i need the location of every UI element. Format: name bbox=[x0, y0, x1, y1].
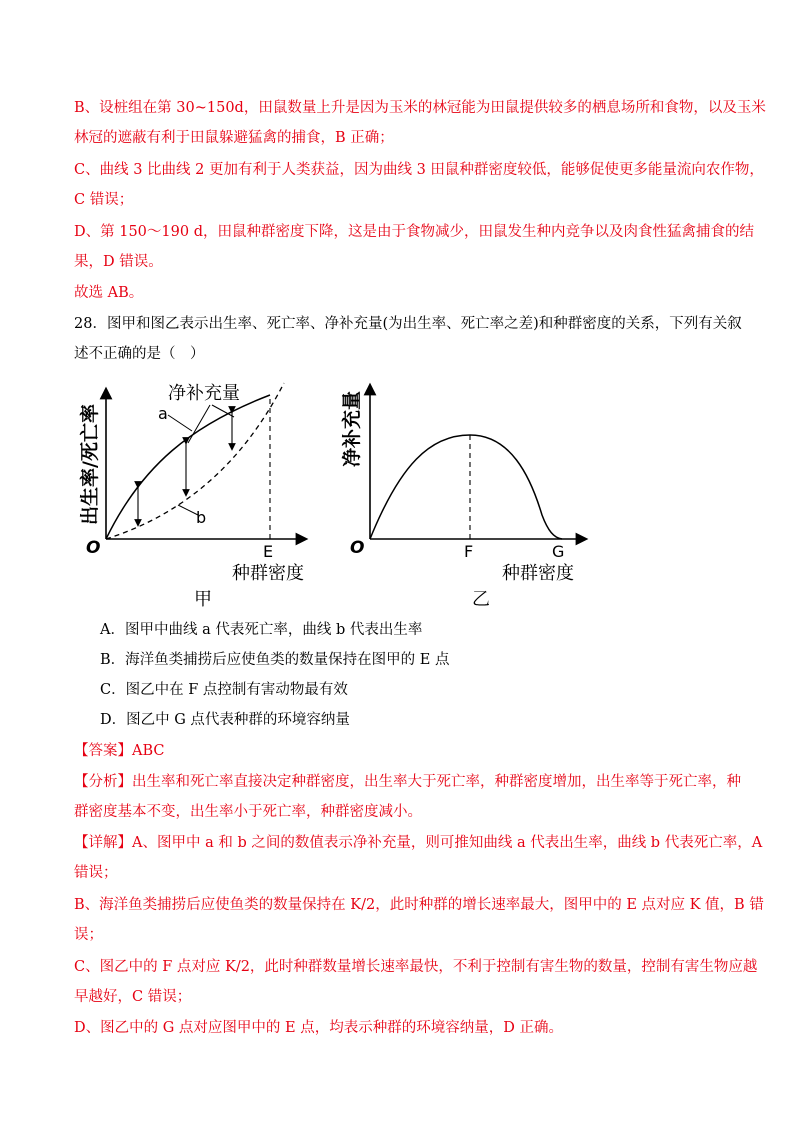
prev-solution-c-line2: C 错误； bbox=[74, 192, 134, 208]
jia-curve-b bbox=[106, 383, 284, 539]
jia-curve-a-label: a bbox=[158, 404, 168, 423]
detail-b-line2: 误； bbox=[74, 927, 103, 943]
prev-solution-c-line1: C、曲线 3 比曲线 2 更加有利于人类获益，因为曲线 3 田鼠种群密度较低，能够促使更多能量流向农作物， bbox=[74, 162, 764, 178]
yi-origin-label: O bbox=[350, 538, 365, 558]
detail-tag: 【详解】 bbox=[74, 835, 132, 851]
jia-point-e-label: E bbox=[263, 542, 274, 561]
detail-a-text: A、图甲中 a 和 b 之间的数值表示净补充量，则可推知曲线 a 代表出生率，曲线 b 代表死亡率，A bbox=[132, 835, 763, 851]
jia-curve-a bbox=[106, 395, 270, 539]
jia-caption: 甲 bbox=[194, 589, 212, 610]
jia-annotation-pointer bbox=[188, 405, 210, 443]
analysis-text-1: 出生率和死亡率直接决定种群密度，出生率大于死亡率，种群密度增加，出生率等于死亡率，种 bbox=[132, 774, 741, 790]
prev-solution-b-line2: 林冠的遮蔽有利于田鼠躲避猛禽的捕食，B 正确； bbox=[74, 130, 394, 146]
jia-b-pointer bbox=[178, 505, 198, 515]
option-d: D．图乙中 G 点代表种群的环境容纳量 bbox=[100, 712, 350, 728]
jia-x-axis-label: 种群密度 bbox=[232, 563, 304, 584]
prev-solution-d-line1: D、第 150～190 d，田鼠种群密度下降，这是由于食物减少，田鼠发生种内竞争以及肉食性猛禽捕食的结 bbox=[74, 224, 754, 240]
yi-curve bbox=[370, 435, 562, 539]
answer-value: ABC bbox=[132, 743, 165, 759]
question-stem-line1: 28．图甲和图乙表示出生率、死亡率、净补充量(为出生率、死亡率之差)和种群密度的关系，下列有关叙 bbox=[74, 316, 742, 332]
option-b: B．海洋鱼类捕捞后应使鱼类的数量保持在图甲的 E 点 bbox=[100, 652, 450, 668]
jia-a-pointer bbox=[168, 415, 192, 431]
yi-caption: 乙 bbox=[472, 589, 490, 610]
answer-tag: 【答案】 bbox=[74, 743, 132, 759]
jia-annotation-pointer-2 bbox=[212, 405, 234, 417]
jia-origin-label: O bbox=[86, 538, 101, 558]
detail-a-line1 bbox=[74, 833, 763, 853]
jia-curve-b-label: b bbox=[196, 508, 207, 527]
yi-y-axis-label: 净补充量 bbox=[341, 390, 363, 467]
analysis-tag: 【分析】 bbox=[74, 774, 132, 790]
analysis-line2: 群密度基本不变，出生率小于死亡率，种群密度减小。 bbox=[74, 804, 422, 820]
option-a: A．图甲中曲线 a 代表死亡率，曲线 b 代表出生率 bbox=[100, 622, 423, 638]
figure-yi bbox=[330, 375, 590, 615]
detail-a-line2: 错误； bbox=[74, 865, 118, 881]
yi-point-g-label: G bbox=[552, 542, 565, 561]
option-c: C．图乙中在 F 点控制有害动物最有效 bbox=[100, 682, 348, 698]
prev-solution-d-line2: 果，D 错误。 bbox=[74, 254, 163, 270]
detail-c-line1: C、图乙中的 F 点对应 K/2，此时种群数量增长速率最快，不利于控制有害生物的数量，控制有害生物应越 bbox=[74, 959, 758, 975]
prev-solution-b-line1: B、设桩组在第 30~150d，田鼠数量上升是因为玉米的林冠能为田鼠提供较多的栖息场所和食物，以及玉米 bbox=[74, 100, 766, 116]
analysis-line1 bbox=[74, 772, 741, 792]
yi-x-axis-label: 种群密度 bbox=[502, 563, 574, 584]
prev-solution-choice: 故选 AB。 bbox=[74, 285, 144, 301]
answer-line bbox=[74, 741, 724, 761]
jia-annotation-label: 净补充量 bbox=[168, 383, 240, 404]
detail-d-line1: D、图乙中的 G 点对应图甲中的 E 点，均表示种群的环境容纳量，D 正确。 bbox=[74, 1020, 563, 1036]
yi-point-f-label: F bbox=[464, 542, 474, 561]
detail-b-line1: B、海洋鱼类捕捞后应使鱼类的数量保持在 K/2，此时种群的增长速率最大，图甲中的 E 点对应 K 值，B 错 bbox=[74, 897, 764, 913]
figure-jia bbox=[72, 375, 312, 615]
detail-c-line2: 早越好，C 错误； bbox=[74, 989, 192, 1005]
question-stem-line2: 述不正确的是（ ） bbox=[74, 346, 205, 362]
jia-y-axis-label: 出生率/死亡率 bbox=[79, 404, 101, 525]
